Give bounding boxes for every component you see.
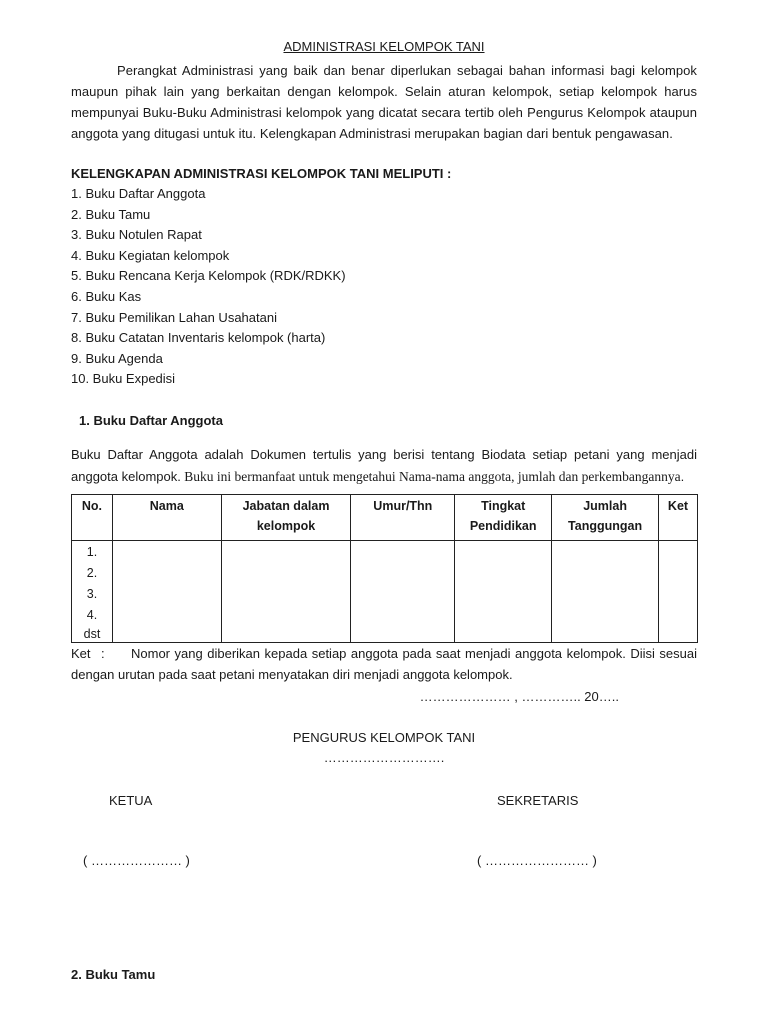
row-number-cell	[72, 540, 113, 642]
table-row	[72, 540, 698, 642]
position-cell	[221, 540, 351, 642]
list-item: 4. Buku Kegiatan kelompok	[71, 247, 230, 263]
section-1-heading: 1. Buku Daftar Anggota	[79, 412, 223, 428]
column-header: Jabatan dalam kelompok	[221, 494, 351, 540]
note-colon: :	[101, 645, 105, 661]
list-item: 3. Buku Notulen Rapat	[71, 227, 202, 243]
name-cell	[112, 540, 221, 642]
education-cell	[455, 540, 552, 642]
chairman-title: KETUA	[109, 792, 153, 808]
member-list-table	[71, 494, 698, 643]
column-header: Tingkat Pendidikan	[455, 494, 552, 540]
group-name-blank: ……………………….	[323, 749, 445, 765]
board-title: PENGURUS KELOMPOK TANI	[292, 729, 476, 745]
signature-titles	[71, 793, 697, 813]
note-label: Ket	[71, 645, 91, 661]
list-item: 1. Buku Daftar Anggota	[71, 186, 206, 201]
administration-book-list	[71, 184, 697, 390]
column-header: Jumlah Tanggungan	[552, 494, 659, 540]
table-header-row	[72, 494, 698, 540]
document-page	[71, 38, 697, 982]
dependents-cell	[552, 540, 659, 642]
chairman-name-blank: ( ………………… )	[83, 852, 190, 868]
list-item: 10. Buku Expedisi	[71, 371, 176, 387]
list-item: 9. Buku Agenda	[71, 350, 163, 366]
signature-blanks	[71, 853, 697, 873]
section-1-text-a: Buku Daftar Anggota adalah Dokumen tertulis yang berisi tentang Biodata setiap petani yang menjadi anggota kelompok.	[71, 446, 697, 484]
intro-paragraph: Perangkat Administrasi yang baik dan benar diperlukan sebagai bahan informasi bagi kelompok maupun pihak lain yang berkaitan dengan kelompok. Selain aturan kelompok, setiap kelompok harus mempunyai Buku-Buku Administrasi kelompok yang dicatat secara tertib oleh Pengurus Kelompok ataupun anggota yang ditugasi untuk itu. Kelengkapan Administrasi merupakan bagian dari bentuk pengawasan.	[71, 63, 697, 141]
list-heading: KELENGKAPAN ADMINISTRASI KELOMPOK TANI MELIPUTI :	[71, 166, 452, 181]
list-item: 8. Buku Catatan Inventaris kelompok (harta)	[71, 330, 326, 346]
row-number: dst	[83, 626, 101, 641]
list-item: 5. Buku Rencana Kerja Kelompok (RDK/RDKK)	[71, 268, 346, 284]
section-2-heading: 2. Buku Tamu	[71, 967, 156, 982]
column-header: Ket	[659, 494, 698, 540]
section-1-text-b: Buku ini bermanfaat untuk mengetahui Nama-nama anggota, jumlah dan perkembangannya	[180, 468, 681, 484]
document-title: ADMINISTRASI KELOMPOK TANI	[283, 39, 485, 54]
table-note	[71, 643, 697, 685]
secretary-name-blank: ( …………………… )	[477, 852, 597, 868]
note-text: Nomor yang diberikan kepada setiap anggota pada saat menjadi anggota kelompok. Diisi sesuai dengan urutan pada saat petani menyatakan diri menjadi anggota kelompok.	[71, 645, 697, 682]
age-cell	[351, 540, 455, 642]
column-header: Umur/Thn	[351, 494, 455, 540]
section-1-text-c: .	[680, 468, 685, 484]
column-header: No.	[72, 494, 113, 540]
column-header: Nama	[112, 494, 221, 540]
secretary-title: SEKRETARIS	[497, 792, 579, 808]
section-1-description	[71, 444, 697, 488]
row-number: 2.	[86, 565, 98, 580]
list-item: 7. Buku Pemilikan Lahan Usahatani	[71, 309, 277, 325]
row-number: 3.	[86, 586, 98, 601]
list-item: 6. Buku Kas	[71, 288, 142, 304]
row-number: 1.	[86, 544, 98, 559]
row-number: 4.	[86, 607, 98, 622]
remarks-cell	[659, 540, 698, 642]
place-date-line: ………………… , ………….. 20…..	[419, 688, 619, 704]
list-item: 2. Buku Tamu	[71, 206, 151, 222]
